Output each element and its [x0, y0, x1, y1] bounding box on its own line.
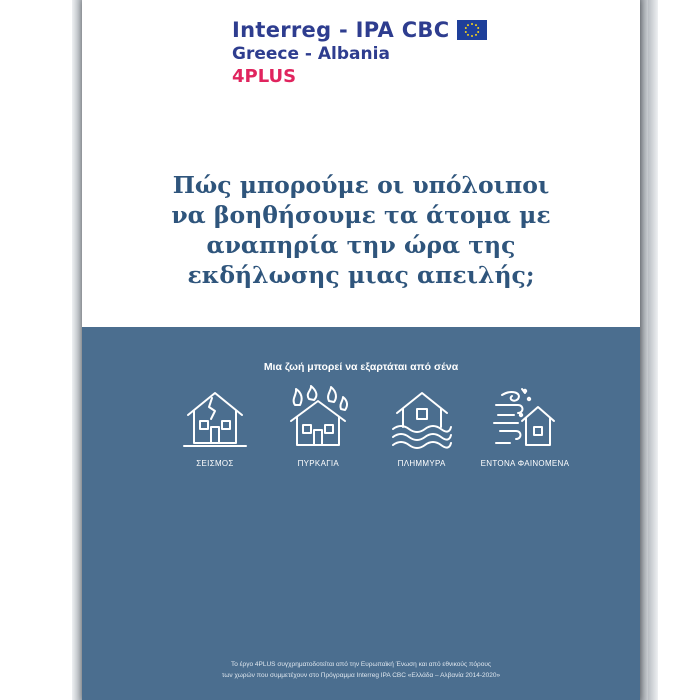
title-line: Πώς μπορούμε οι υπόλοιποι: [172, 171, 550, 199]
page-stack-left: [72, 0, 82, 700]
title-line: να βοηθήσουμε τα άτομα με: [171, 201, 551, 229]
program-region: Greece - Albania: [232, 44, 390, 64]
hazard-label: ΣΕΙΣΜΟΣ: [196, 459, 234, 468]
hazard-item: [480, 385, 570, 468]
funding-note-line: Το έργο 4PLUS συγχρηματοδοτείται από την Ευρωπαϊκή Ένωση και από εθνικούς πόρους: [230, 661, 492, 668]
hazard-item: [377, 385, 467, 468]
hazard-item: [273, 385, 363, 468]
funding-note: [82, 659, 640, 681]
title-line: εκδήλωσης μιας απειλής;: [187, 261, 535, 289]
hazard-list: [170, 385, 570, 468]
project-name: 4PLUS: [232, 66, 297, 87]
earthquake-house-icon: [182, 385, 248, 451]
hazard-item: [170, 385, 260, 468]
funding-note-line: των χωρών που συμμετέχουν στο Πρόγραμμα Interreg IPA CBC «Ελλάδα – Αλβανία 2014-2020»: [221, 672, 501, 679]
hazard-label: ΠΛΗΜΜΥΡΑ: [397, 459, 446, 468]
program-name: Interreg - IPA CBC: [232, 18, 450, 42]
page-stack-right: [640, 0, 648, 700]
page-stack-edge: [648, 0, 658, 700]
program-logo: [232, 18, 487, 87]
hazard-panel: [82, 327, 640, 700]
title-line: αναπηρία την ώρα της: [206, 231, 516, 259]
tagline: Μια ζωή μπορεί να εξαρτάται από σένα: [263, 361, 459, 373]
brochure-cover: [82, 0, 640, 700]
flood-house-icon: [389, 385, 455, 451]
storm-house-icon: [492, 385, 558, 451]
hazard-label: ΠΥΡΚΑΓΙΑ: [297, 459, 340, 468]
fire-house-icon: [285, 385, 351, 451]
hazard-label: ΕΝΤΟΝΑ ΦΑΙΝΟΜΕΝΑ: [480, 459, 570, 468]
eu-flag-icon: [457, 20, 487, 40]
cover-title: [102, 170, 620, 290]
